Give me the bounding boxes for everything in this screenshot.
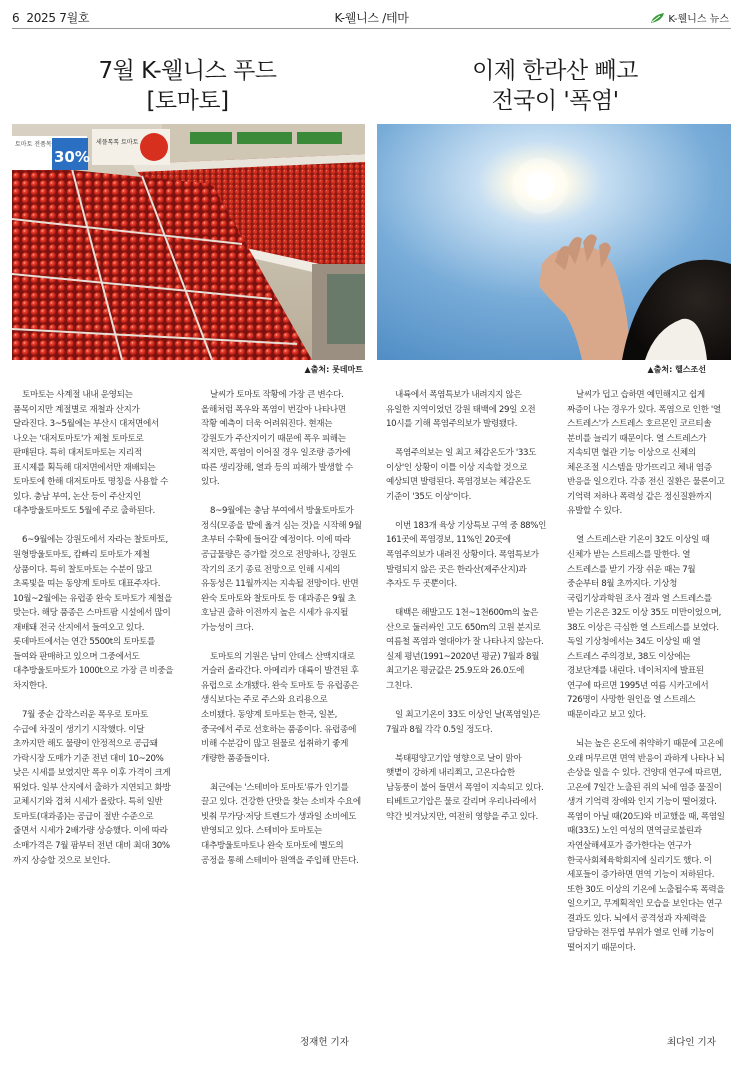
page-number: 6: [12, 11, 20, 25]
right-headline-line-2: 전국이 '폭염': [491, 88, 619, 114]
paragraph: 6~9월에는 강원도에서 자라는 찰토마토, 원형방울토마토, 캄빠리 토마토가 제철 상품이다. 특히 찰토마토는 수분이 많고 초록빛을 띠는 동양계 토마토 대표주자다. 10월~2월에는 유럽종 완숙 토마토가 제철을 맞는다. 해당 품종은 스마트팜 시설에서 많이 재배돼 전국 산지에서 들여오고 있다. 롯데마트에서는 연간 5500t의 토마토를 들여와 판매하고 있으며 그중에서도 대추방울토마토가 1000t으로 가장 큰 비중을 차지한다.: [13, 535, 174, 691]
paragraph: 이번 183개 육상 기상특보 구역 중 88%인 161곳에 폭염경보, 11%인 20곳에 폭염주의보가 내려진 상황이다. 폭염특보가 발령되지 않은 곳은 한라산(제주산지)과 추자도 두 곳뿐이다.: [386, 520, 547, 590]
leaf-logo-icon: [650, 12, 666, 24]
section-title: K-웰니스 /테마: [334, 11, 409, 25]
paragraph: 열 스트레스란 기온이 32도 이상일 때 신체가 받는 스트레스를 말한다. 열 스트레스를 받기 가장 쉬운 때는 7월 중순부터 8월 초까지다. 기상청 국립기상과학원 조사 결과 열 스트레스를 받는 기온은 32도 이상 35도 미만이었으며, 38도 이상은 극심한 열 스트레스를 보였다. 독일 기상청에서는 34도 이상일 때 열 스트레스 주의경보, 38도 이상에는 경보단계를 내린다. 네이처지에 발표된 연구에 따르면 1995년 여름 시카고에서 726명이 사망한 원인을 열 스트레스 때문이라고 보고 있다.: [567, 535, 722, 721]
paragraph: 날씨가 덥고 습하면 예민해지고 쉽게 짜증이 나는 경우가 있다. 폭염으로 인한 '열 스트레스'가 스트레스 호르몬인 코르티솔 분비를 늘리기 때문이다. 열 스트레스가 지속되면 혈관 기능 이상으로 신체의 체온조절 시스템을 망가뜨리고 체내 염증 반응을 일으킨다. 각종 전신 질환은 물론이고 기억력 저하나 폭력성 같은 정신질환까지 유발할 수 있다.: [567, 390, 725, 517]
page-header: [0, 0, 743, 30]
right-byline: 최다인 기자: [667, 1037, 716, 1048]
paragraph: 8~9월에는 충남 부여에서 방울토마토가 정식(모종을 밭에 옮겨 심는 것)을 시작해 9월 초부터 수확에 들어갈 예정이다. 이에 따라 공급물량은 증가할 것으로 전망하나, 강원도 작기의 조기 종료 전망으로 인해 시세의 유동성은 11월까지는 지속될 전망이다. 반면 완숙 토마토와 찰토마토 등 대과종은 9월 초 호남권 출하 이전까지 높은 시세가 유지될 가능성이 크다.: [201, 506, 362, 633]
paragraph: 토마토는 사계절 내내 운영되는 품목이지만 계절별로 재철과 산지가 달라진다. 3~5월에는 부산시 대저면에서 나오는 '대저토마토'가 제철 토마토로 판매된다. 특히 대저토마토는 지리적 표시제를 획득해 대저면에서만 재배되는 토마토에 한해 대저토마토 명칭을 사용할 수 있다. 충남 부여, 논산 등이 주산지인 대추방울토마토도 5월에 주로 출하된다.: [13, 390, 169, 517]
right-article-column-1: [386, 388, 547, 839]
left-byline: 정재헌 기자: [300, 1037, 349, 1048]
left-headline: [12, 56, 363, 116]
header-rule: [12, 28, 731, 29]
issue-date: 2025 7월호: [26, 11, 90, 25]
left-headline-line-2: [토마토]: [146, 88, 229, 114]
right-photo-credit: ▲출처: 헬스조선: [647, 365, 706, 374]
paragraph: 내륙에서 폭염특보가 내려지지 않은 유일한 지역이었던 강원 태백에 29일 오전 10시를 기해 폭염주의보가 발령됐다.: [386, 390, 536, 430]
paragraph: 7월 중순 갑작스러운 폭우로 토마토 수급에 차질이 생기기 시작했다. 이달 초까지만 해도 물량이 안정적으로 공급돼 가락시장 도매가 기준 전년 대비 10~20% 낮은 시세를 보였지만 폭우 이후 가격이 크게 뛰었다. 일부 산지에서 출하가 지연되고 화방 교체시기와 겹쳐 시세가 올랐다. 특히 일반 토마토(대과종)는 공급이 절반 수준으로 줄면서 시세가 2배가량 상승했다. 이에 따라 소매가격은 7월 팜부터 전년 대비 최대 30%까지 상승할 것으로 보인다.: [13, 710, 171, 866]
paragraph: 태백은 해발고도 1천~1천600m의 높은 산으로 둘러싸인 고도 650m의 고원 분지로 여름철 폭염과 열대야가 잘 나타나지 않는다. 실제 평년(1991~2020년 평균) 7월과 8월 최고기온 평균값은 25.9도와 26.0도에 그친다.: [386, 608, 544, 691]
paragraph: 일 최고기온이 33도 이상인 날(폭염일)은 7월과 8월 각각 0.5일 정도다.: [386, 710, 541, 735]
paragraph: 북태평양고기압 영향으로 날이 맑아 햇볕이 강하게 내리쬐고, 고온다습한 남동풍이 불어 들면서 폭염이 지속되고 있다. 티베트고기압은 물로 갈리며 우리나라에서 약간 빗겨났지만, 여전히 영향을 주고 있다.: [386, 753, 544, 822]
heatwave-sun-hand-photo: [377, 124, 731, 360]
paragraph: 최근에는 '스테비아 토마토'류가 인기를 끌고 있다. 건강한 단맛을 찾는 소비자 수요에 빗춰 무가당·저당 트렌드가 생과일 소비에도 반영되고 있다. 스테비아 토마토는 대추방울토마토나 완숙 토마토에 별도의 공정을 통해 스테비아 원액을 주입해 만든다.: [201, 782, 361, 866]
right-headline-line-1: 이제 한라산 빼고: [472, 58, 638, 84]
left-article-column-1: [13, 388, 174, 883]
paragraph: 토마토의 기원은 남미 안데스 산맥지대로 거슬러 올라간다. 아메리카 대륙이 발견된 후 유럽으로 소개됐다. 완숙 토마토 등 유럽종은 생식보다는 주로 주스와 요리용으로 소비됐다. 동양계 토마토는 한국, 일본, 중국에서 주로 선호하는 품종이다. 유럽종에 비해 수분감이 많고 원물로 섭취하기 좋게 개량한 품종들이다.: [201, 651, 359, 764]
tomato-display-photo: [12, 124, 365, 360]
right-headline: [379, 56, 731, 116]
left-article-column-2: [201, 388, 362, 883]
paragraph: 폭염주의보는 일 최고 체감온도가 '33도 이상'인 상황이 이틀 이상 지속할 것으로 예상되면 발령된다. 폭염경보는 체감온도 기준이 '35도 이상'이다.: [386, 448, 537, 502]
paragraph: 뇌는 높은 온도에 취약하기 때문에 고온에 오래 머무르면 면역 반응이 과하게 나타나 뇌 손상을 일을 수 있다. 건양대 연구에 따르면, 고온에 7일간 노출된 쥐의 뇌에 염증 물질이 생겨 기억력 장애와 인지 기능이 떨어졌다. 폭염이 아닐 때(20도)와 비교했을 때, 폭염일 때(33도) 노인 여성의 면역글로불린과 자연살해세포가 증가한다는 연구가 한국사회체육학회지에 실리기도 했다. 이 세포들이 증가하면 면역 기능이 저하된다. 또한 30도 이상의 기온에 노출될수록 폭력을 일으키고, 무계획적인 모습을 보인다는 연구 결과도 있다. 뇌에서 공격성과 자제력을 담당하는 전두엽 부위가 열로 인해 기능이 떨어지기 때문이다.: [567, 739, 725, 953]
sign-discount: 30%: [54, 148, 90, 166]
sign-price-label: 토마토 전품목: [15, 141, 52, 148]
left-headline-line-1: 7월 K-웰니스 푸드: [98, 58, 277, 84]
brand-name: K-웰니스 뉴스: [668, 14, 729, 25]
sign-product: 세플톡톡 토마토: [96, 139, 139, 146]
brand-logo: [650, 10, 729, 25]
paragraph: 날씨가 토마토 작황에 가장 큰 변수다. 올해처럼 폭우와 폭염이 번갈아 나타나면 작황 예측이 더욱 어려워진다. 현재는 강원도가 주산지이기 때문에 폭우 피해는 적지만, 폭염이 이어질 경우 일조량 증가에 따른 생리장해, 열과 등의 피해가 발생할 수 있다.: [201, 390, 353, 488]
right-article-column-2: [567, 388, 728, 970]
left-photo-credit: ▲출처: 롯데마트: [304, 365, 363, 374]
